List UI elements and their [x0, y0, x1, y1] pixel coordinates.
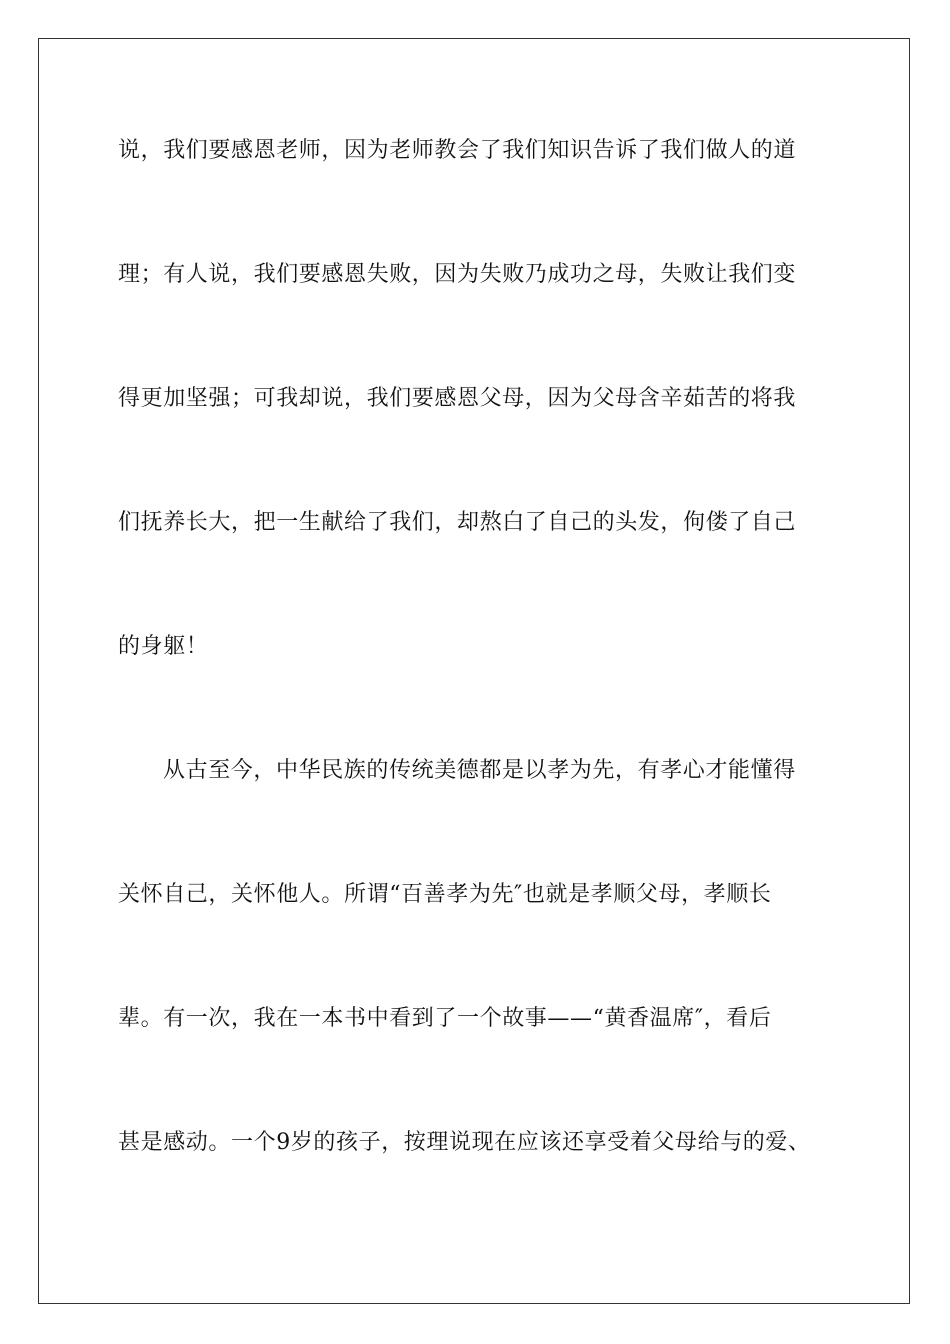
text-line: 理；有人说，我们要感恩失败，因为失败乃成功之母，失败让我们变 [118, 262, 797, 287]
text-line: 辈。有一次，我在一本书中看到了一个故事——“黄香温席″，看后 [118, 1006, 772, 1031]
page-border [38, 38, 910, 1304]
text-line: 说，我们要感恩老师，因为老师教会了我们知识告诉了我们做人的道 [118, 138, 797, 163]
text-line: 甚是感动。一个9岁的孩子，按理说现在应该还享受着父母给与的爱、 [118, 1130, 811, 1155]
paragraph-first-line: 从古至今，中华民族的传统美德都是以孝为先，有孝心才能懂得 [163, 758, 796, 783]
text-line: 关怀自己，关怀他人。所谓“百善孝为先″也就是孝顺父母，孝顺长 [118, 882, 772, 907]
text-line: 的身躯！ [118, 634, 209, 659]
text-line: 得更加坚强；可我却说，我们要感恩父母，因为父母含辛茹苦的将我 [118, 386, 797, 411]
text-line: 们抚养长大，把一生献给了我们，却熬白了自己的头发，佝偻了自己 [118, 510, 797, 535]
